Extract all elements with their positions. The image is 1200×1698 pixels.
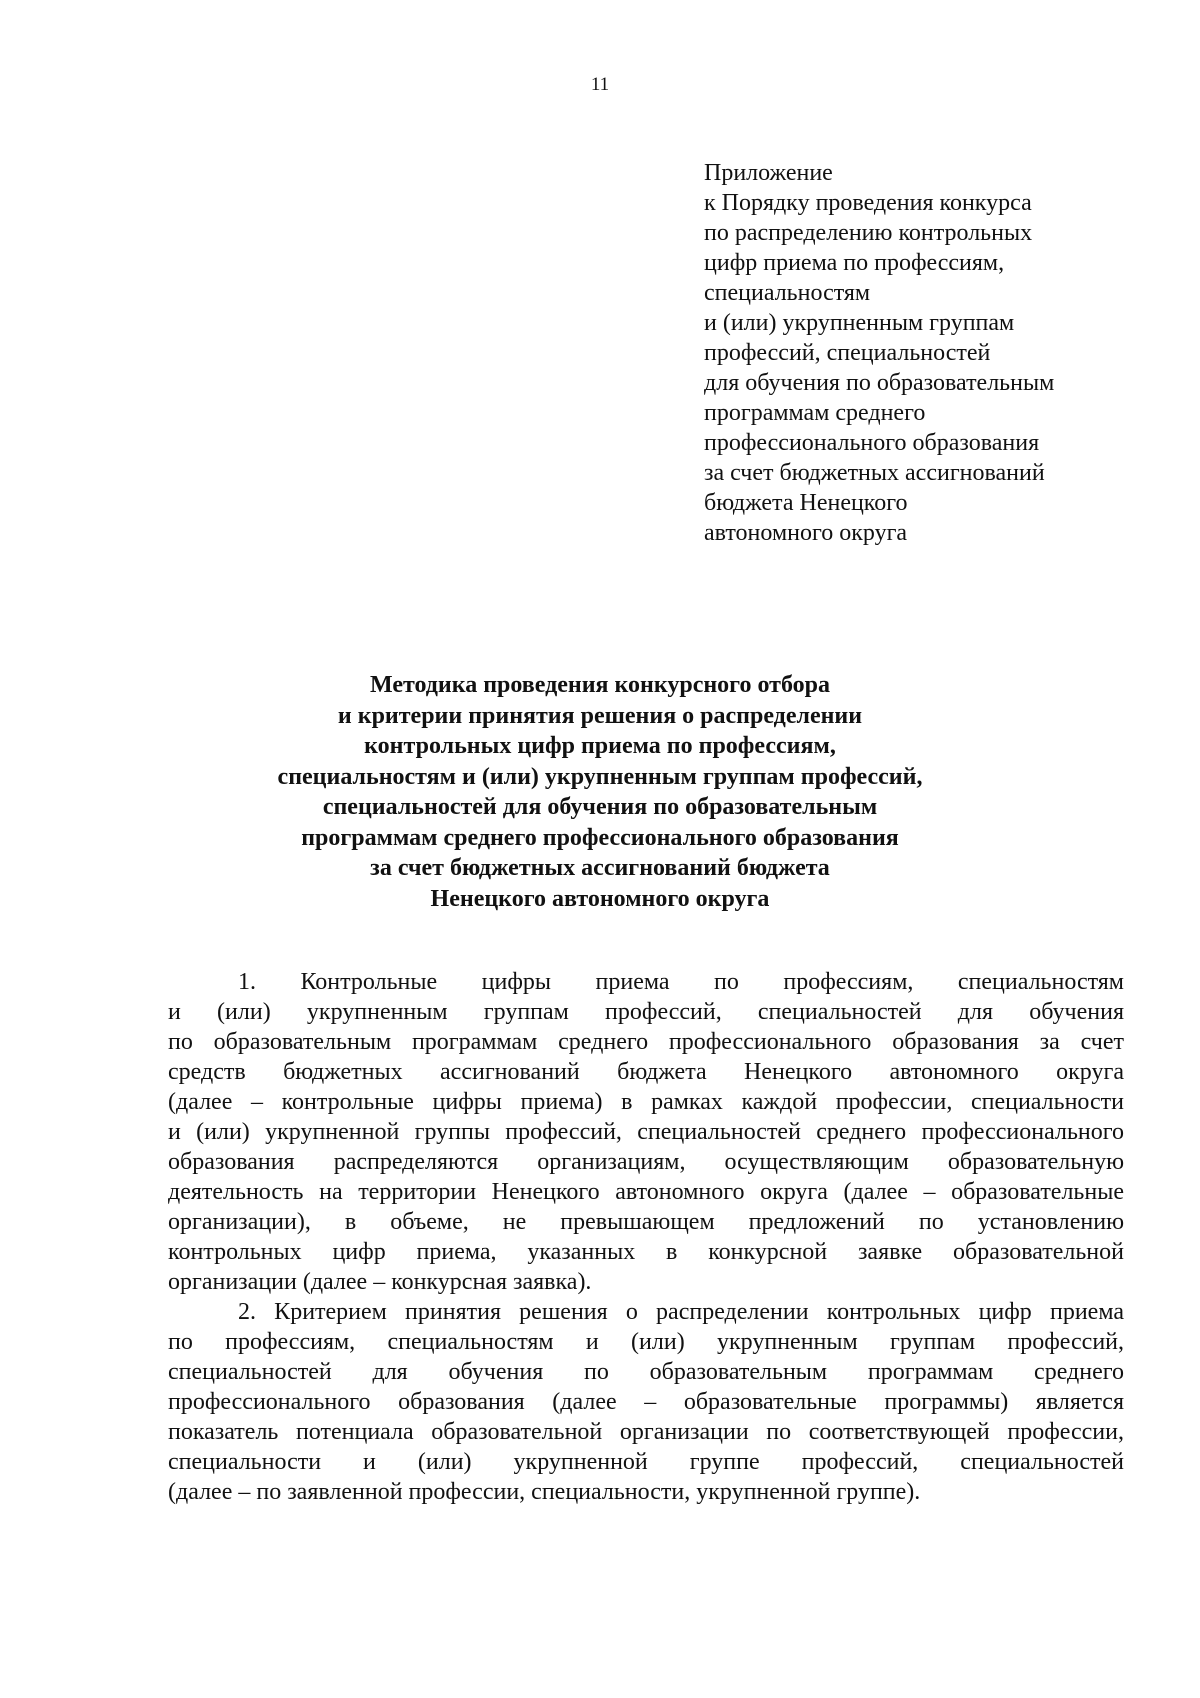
paragraph-2 [168, 1297, 1124, 1507]
appendix-line: за счет бюджетных ассигнований [704, 460, 1045, 486]
paragraph-line: средств бюджетных ассигнований бюджета Ненецкого автономного округа [168, 1059, 1124, 1085]
appendix-line: для обучения по образовательным [704, 370, 1055, 396]
paragraph-line: организации (далее – конкурсная заявка). [168, 1269, 592, 1295]
paragraph-line: по образовательным программам среднего профессионального образования за счет [168, 1029, 1124, 1055]
paragraph-line: деятельность на территории Ненецкого автономного округа (далее – образовательные [168, 1179, 1124, 1205]
paragraph-line: контрольных цифр приема, указанных в конкурсной заявке образовательной [168, 1239, 1124, 1265]
paragraph-line: образования распределяются организациям, осуществляющим образовательную [168, 1149, 1124, 1175]
appendix-block [704, 158, 1144, 548]
title-line: специальностей для обучения по образовательным [322, 794, 878, 820]
paragraph-line: организации), в объеме, не превышающем предложений по установлению [168, 1209, 1124, 1235]
paragraph-line: показатель потенциала образовательной организации по соответствующей профессии, [168, 1419, 1124, 1445]
document-body [168, 967, 1124, 1507]
appendix-line: профессионального образования [704, 430, 1040, 456]
paragraph-line: специальностей для обучения по образовательным программам среднего [168, 1359, 1124, 1385]
appendix-line: и (или) укрупненным группам [704, 310, 1015, 336]
title-line: Методика проведения конкурсного отбора [370, 672, 830, 698]
paragraph-1 [168, 967, 1124, 1297]
paragraph-line: специальности и (или) укрупненной группе профессий, специальностей [168, 1449, 1124, 1475]
appendix-line: по распределению контрольных [704, 220, 1033, 246]
paragraph-line: и (или) укрупненной группы профессий, специальностей среднего профессионального [168, 1119, 1124, 1145]
page-number: 11 [590, 74, 610, 95]
appendix-line: профессий, специальностей [704, 340, 991, 366]
appendix-line: специальностям [704, 280, 871, 306]
paragraph-line: профессионального образования (далее – образовательные программы) является [168, 1389, 1124, 1415]
appendix-line: бюджета Ненецкого [704, 490, 908, 516]
paragraph-line: 2. Критерием принятия решения о распределении контрольных цифр приема [238, 1299, 1124, 1325]
paragraph-line: и (или) укрупненным группам профессий, специальностей для обучения [168, 999, 1124, 1025]
appendix-line: цифр приема по профессиям, [704, 250, 1005, 276]
title-line: за счет бюджетных ассигнований бюджета [370, 855, 830, 881]
document-title [150, 670, 1050, 914]
paragraph-line: (далее – по заявленной профессии, специальности, укрупненной группе). [168, 1479, 921, 1505]
title-line: контрольных цифр приема по профессиям, [364, 733, 836, 759]
title-line: и критерии принятия решения о распределении [337, 702, 863, 729]
appendix-line: к Порядку проведения конкурса [704, 190, 1032, 216]
title-line: Ненецкого автономного округа [430, 885, 770, 912]
appendix-line: Приложение [704, 160, 833, 186]
paragraph-line: по профессиям, специальностям и (или) укрупненным группам профессий, [168, 1329, 1124, 1355]
title-line: специальностям и (или) укрупненным группам профессий, [277, 763, 923, 790]
appendix-line: программам среднего [704, 400, 926, 426]
paragraph-line: 1. Контрольные цифры приема по профессиям, специальностям [238, 969, 1124, 995]
title-line: программам среднего профессионального образования [301, 824, 899, 851]
paragraph-line: (далее – контрольные цифры приема) в рамках каждой профессии, специальности [168, 1089, 1124, 1115]
appendix-line: автономного округа [704, 520, 908, 546]
